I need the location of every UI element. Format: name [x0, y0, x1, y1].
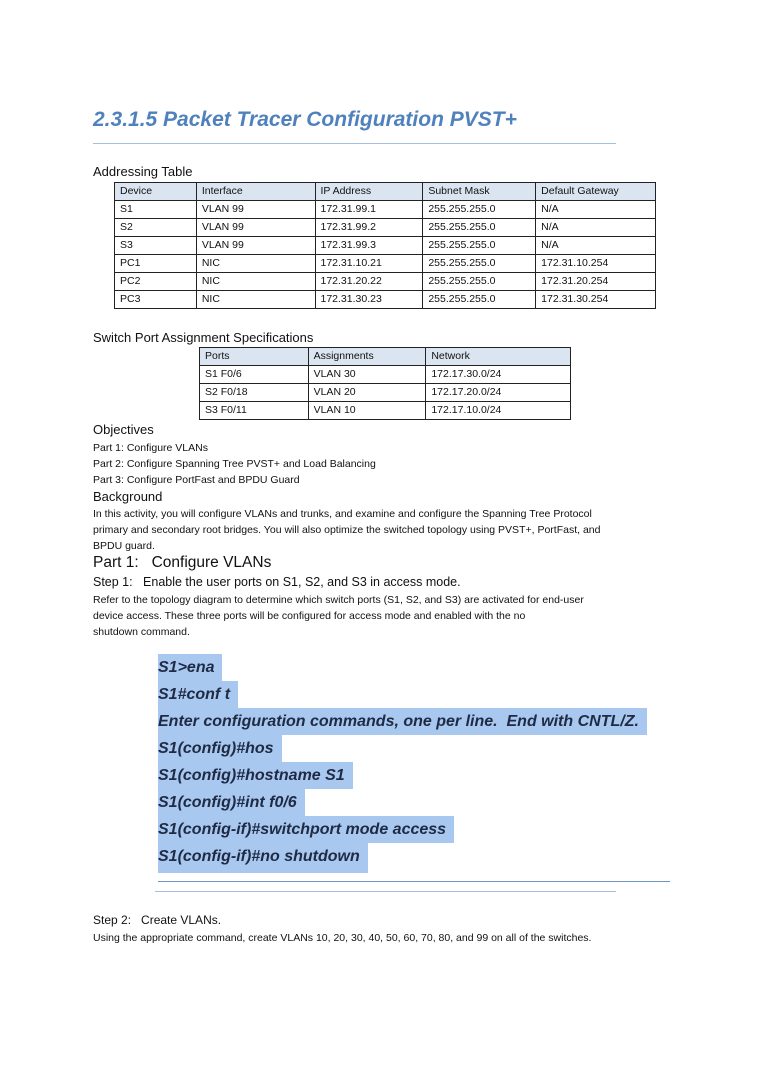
table-cell: 172.31.30.23	[315, 291, 423, 309]
column-header: Default Gateway	[536, 183, 656, 201]
table-cell: S1	[115, 201, 197, 219]
cli-line: S1>ena	[158, 654, 222, 681]
cli-line: S1(config-if)#no shutdown	[158, 843, 368, 873]
column-header: Interface	[196, 183, 315, 201]
cli-rule	[158, 881, 670, 882]
cli-line: S1#conf t	[158, 681, 238, 708]
table-cell: 172.31.30.254	[536, 291, 656, 309]
table-cell: 172.31.10.254	[536, 255, 656, 273]
table-cell: 172.31.20.254	[536, 273, 656, 291]
ports-table	[199, 347, 571, 420]
table-cell: S3	[115, 237, 197, 255]
table-cell: S2 F0/18	[200, 384, 309, 402]
table-cell: NIC	[196, 291, 315, 309]
cli-line: S1(config)#int f0/6	[158, 789, 305, 816]
cli-line: S1(config)#hostname S1	[158, 762, 353, 789]
table-cell: N/A	[536, 219, 656, 237]
text-line: BPDU guard.	[93, 540, 155, 552]
table-cell: 255.255.255.0	[423, 291, 536, 309]
table-cell: NIC	[196, 255, 315, 273]
text-line: device access. These three ports will be configured for access mode and enabled with the no	[93, 610, 526, 622]
background-heading: Background	[93, 489, 163, 504]
cli-line: Enter configuration commands, one per line. End with CNTL/Z.	[158, 708, 647, 735]
table-cell: 172.31.10.21	[315, 255, 423, 273]
text-line: primary and secondary root bridges. You will also optimize the switched topology using PVST+, PortFast, and	[93, 524, 601, 536]
table-cell: VLAN 99	[196, 219, 315, 237]
table-header-row	[200, 348, 571, 366]
objective-item: Part 3: Configure PortFast and BPDU Guard	[93, 474, 300, 486]
objective-item: Part 2: Configure Spanning Tree PVST+ and Load Balancing	[93, 458, 376, 470]
table-cell: 172.17.30.0/24	[426, 366, 571, 384]
page-title: 2.3.1.5 Packet Tracer Configuration PVST+	[93, 108, 517, 131]
table-cell: 172.31.99.2	[315, 219, 423, 237]
column-header: IP Address	[315, 183, 423, 201]
table-cell: 255.255.255.0	[423, 201, 536, 219]
objectives-heading: Objectives	[93, 422, 154, 437]
table-row	[200, 402, 571, 420]
column-header: Network	[426, 348, 571, 366]
objectives-list	[93, 440, 376, 488]
step1-text	[93, 592, 584, 640]
table-cell: N/A	[536, 237, 656, 255]
table-cell: N/A	[536, 201, 656, 219]
table-row	[115, 255, 656, 273]
text-line: In this activity, you will configure VLANs and trunks, and examine and configure the Spanning Tree Protocol	[93, 508, 592, 520]
table-cell: S2	[115, 219, 197, 237]
table-cell: VLAN 10	[308, 402, 426, 420]
table-cell: PC3	[115, 291, 197, 309]
table-cell: 255.255.255.0	[423, 237, 536, 255]
objective-item: Part 1: Configure VLANs	[93, 442, 208, 454]
table-cell: 172.17.20.0/24	[426, 384, 571, 402]
table-row	[115, 219, 656, 237]
text-line: Refer to the topology diagram to determine which switch ports (S1, S2, and S3) are activated for end-user	[93, 594, 584, 606]
section-rule	[155, 891, 616, 892]
table-cell: 255.255.255.0	[423, 219, 536, 237]
table-row	[200, 384, 571, 402]
table-cell: 172.31.20.22	[315, 273, 423, 291]
table-cell: 255.255.255.0	[423, 273, 536, 291]
cli-line: S1(config)#hos	[158, 735, 282, 762]
table-cell: VLAN 99	[196, 237, 315, 255]
step1-heading: Step 1: Enable the user ports on S1, S2, and S3 in access mode.	[93, 575, 461, 589]
cli-line: S1(config-if)#switchport mode access	[158, 816, 454, 843]
step2-text: Using the appropriate command, create VLANs 10, 20, 30, 40, 50, 60, 70, 80, and 99 on all of the switches.	[93, 932, 592, 944]
table-cell: 255.255.255.0	[423, 255, 536, 273]
table-cell: PC1	[115, 255, 197, 273]
table-cell: NIC	[196, 273, 315, 291]
background-text	[93, 506, 600, 554]
addressing-table	[114, 182, 656, 309]
part1-heading: Part 1: Configure VLANs	[93, 554, 272, 571]
step2-heading: Step 2: Create VLANs.	[93, 913, 222, 927]
column-header: Assignments	[308, 348, 426, 366]
cli-screenshot	[158, 654, 647, 873]
table-cell: VLAN 20	[308, 384, 426, 402]
table-row	[200, 366, 571, 384]
table-row	[115, 201, 656, 219]
table-cell: PC2	[115, 273, 197, 291]
table-cell: 172.31.99.3	[315, 237, 423, 255]
table-row	[115, 237, 656, 255]
table-cell: S1 F0/6	[200, 366, 309, 384]
table-cell: 172.17.10.0/24	[426, 402, 571, 420]
table-row	[115, 291, 656, 309]
table-cell: VLAN 99	[196, 201, 315, 219]
table-header-row	[115, 183, 656, 201]
table-cell: VLAN 30	[308, 366, 426, 384]
text-line: shutdown command.	[93, 626, 190, 638]
column-header: Ports	[200, 348, 309, 366]
table-row	[115, 273, 656, 291]
column-header: Subnet Mask	[423, 183, 536, 201]
title-rule	[93, 143, 616, 144]
table-cell: 172.31.99.1	[315, 201, 423, 219]
ports-heading: Switch Port Assignment Specifications	[93, 330, 314, 345]
table-cell: S3 F0/11	[200, 402, 309, 420]
addressing-heading: Addressing Table	[93, 164, 193, 179]
column-header: Device	[115, 183, 197, 201]
